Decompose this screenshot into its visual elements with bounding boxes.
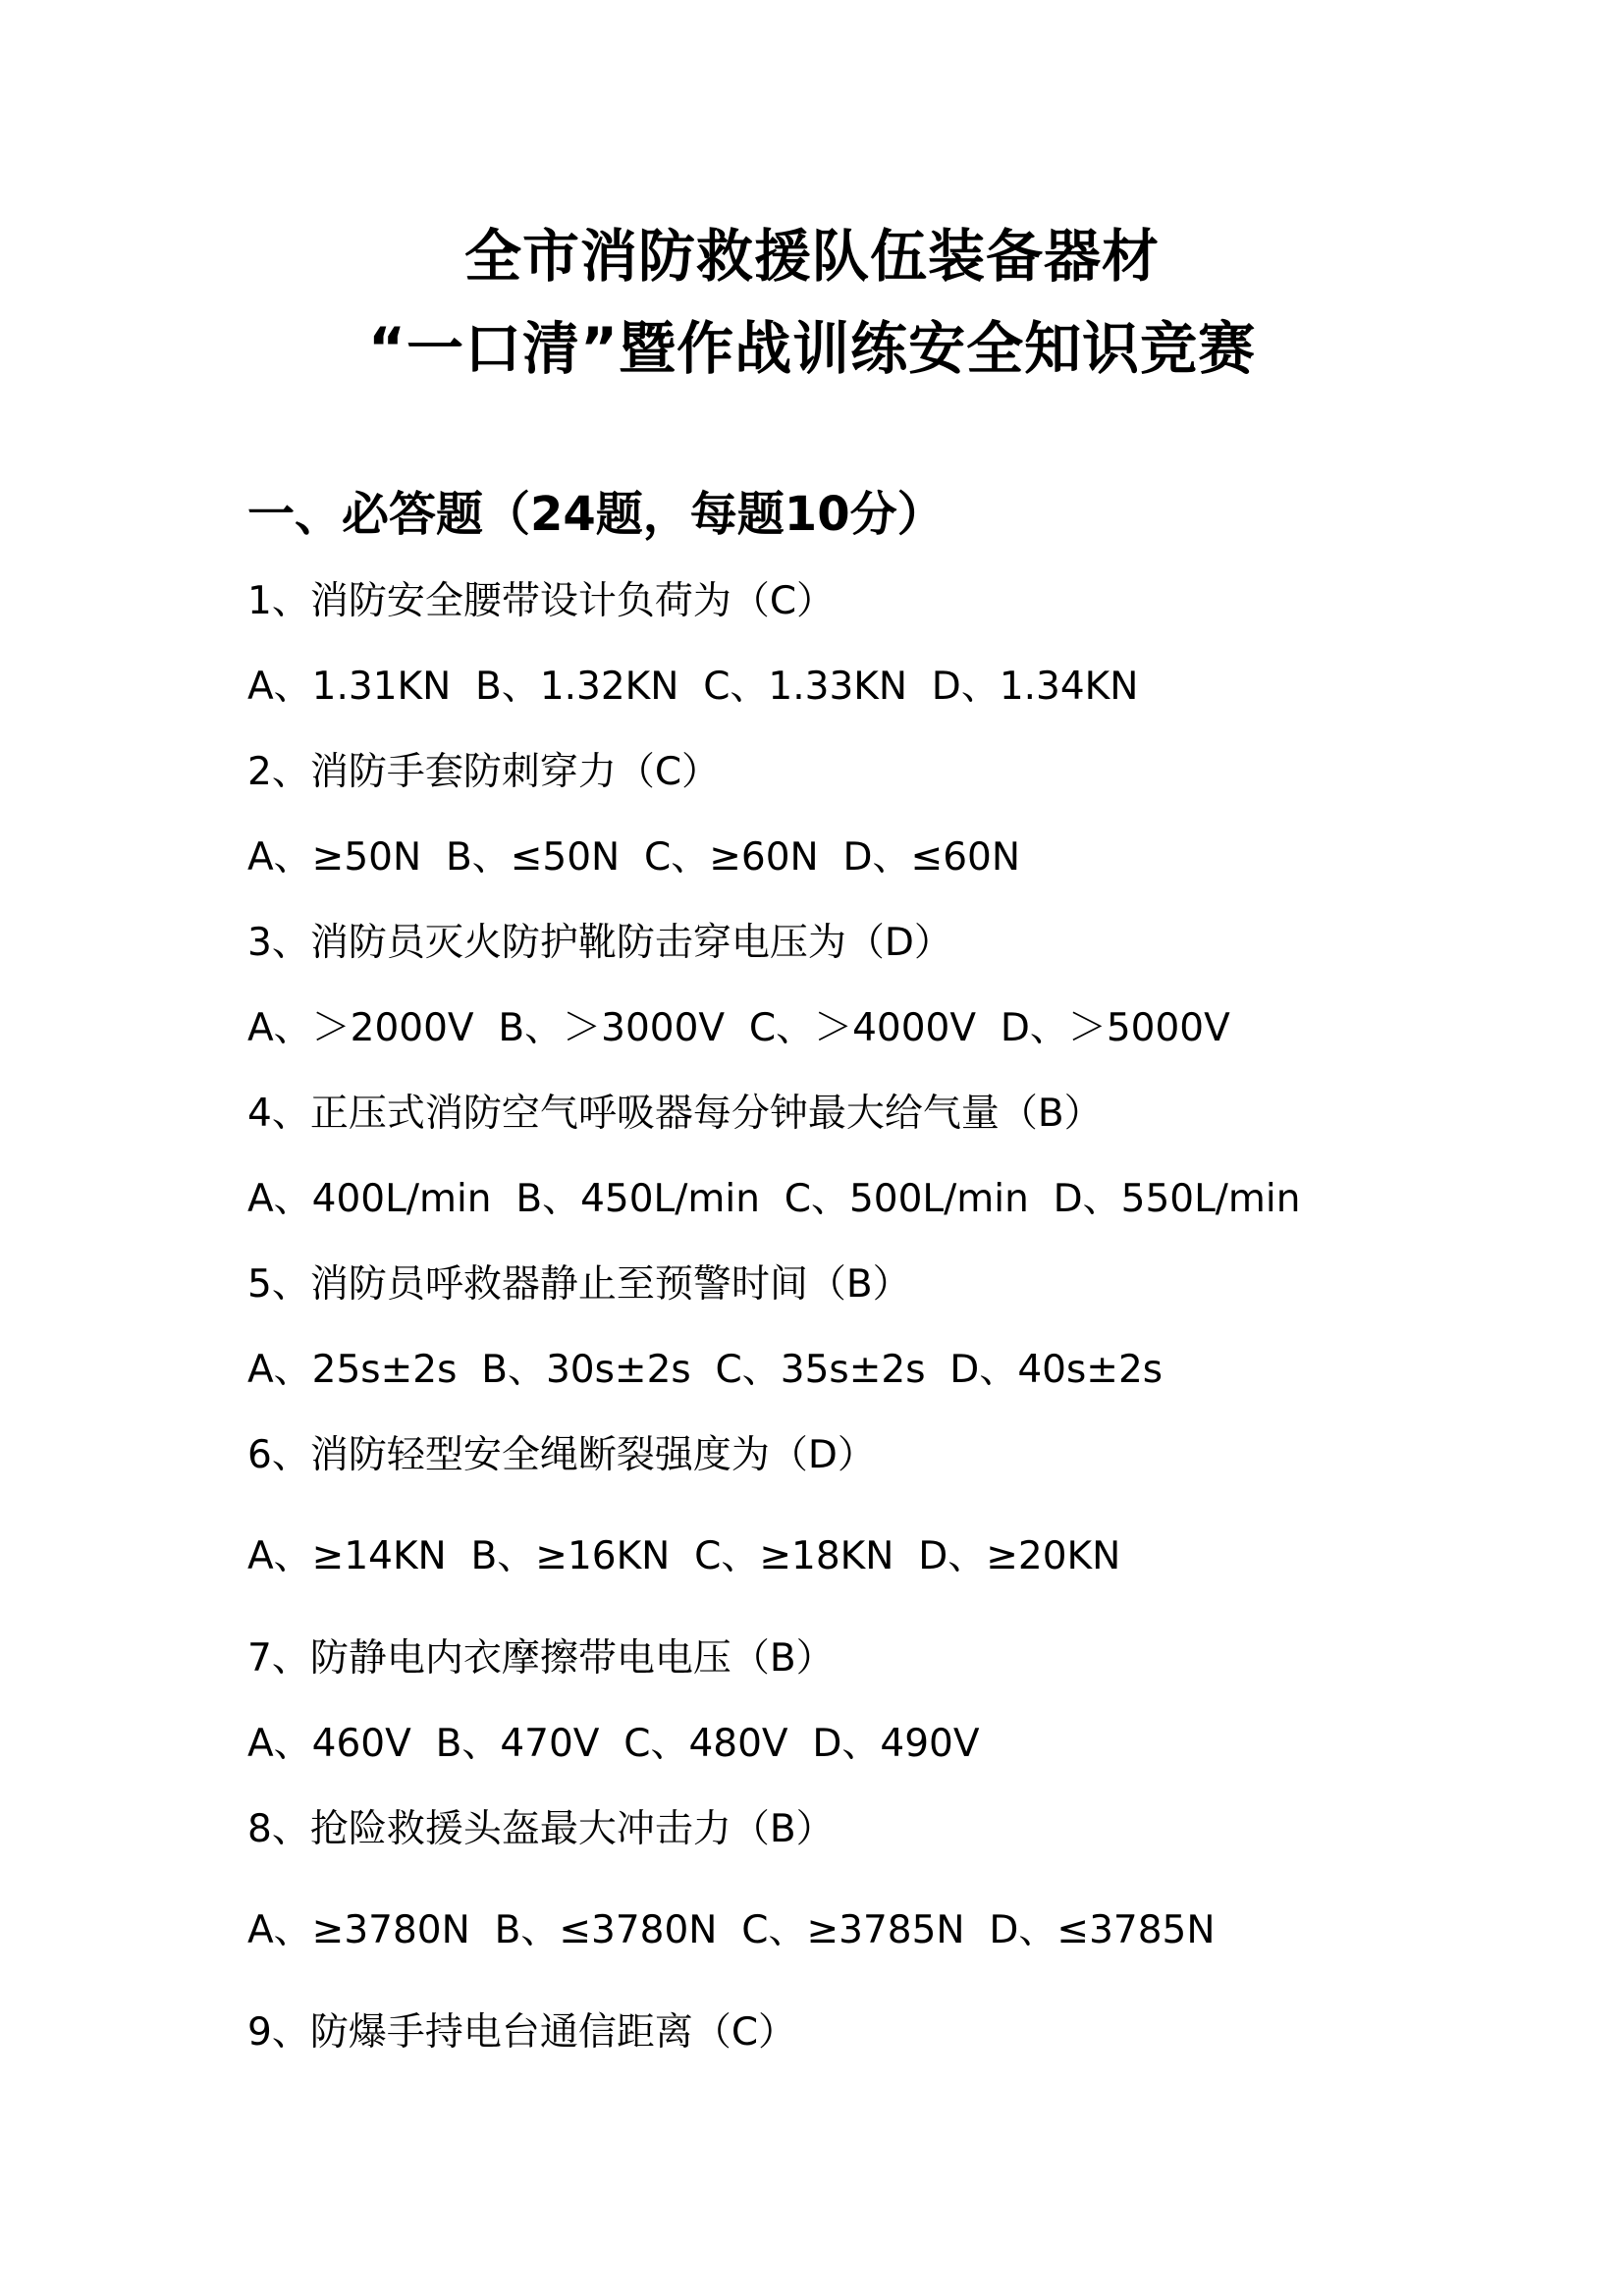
question-5-text: 5、消防员呼救器静止至预警时间（B） [247,1262,911,1307]
section-heading: 一、必答题（24题，每题10分） [247,487,945,542]
question-8-text: 8、抢险救援头盔最大冲击力（B） [247,1807,835,1851]
question-4-options: A、400L/min B、450L/min C、500L/min D、550L/min [247,1177,1301,1221]
question-1-options: A、1.31KN B、1.32KN C、1.33KN D、1.34KN [247,665,1139,709]
question-2-options: A、≥50N B、≤50N C、≥60N D、≤60N [247,835,1020,880]
question-2-text: 2、消防手套防刺穿力（C） [247,750,721,794]
question-6-options: A、≥14KN B、≥16KN C、≥18KN D、≥20KN [247,1534,1121,1578]
question-4-text: 4、正压式消防空气呼吸器每分钟最大给气量（B） [247,1092,1103,1136]
question-9-text: 9、防爆手持电台通信距离（C） [247,2010,797,2055]
question-8-options: A、≥3780N B、≤3780N C、≥3785N D、≤3785N [247,1908,1216,1952]
question-5-options: A、25s±2s B、30s±2s C、35s±2s D、40s±2s [247,1348,1164,1392]
document-title-line-1: 全市消防救援队伍装备器材 [463,223,1160,290]
question-7-options: A、460V B、470V C、480V D、490V [247,1722,980,1766]
question-7-text: 7、防静电内衣摩擦带电电压（B） [247,1636,835,1681]
document-title-line-2: “一口清”暨作战训练安全知识竞赛 [367,315,1257,382]
question-6-text: 6、消防轻型安全绳断裂强度为（D） [247,1433,876,1477]
question-3-text: 3、消防员灭火防护靴防击穿电压为（D） [247,921,952,965]
question-1-text: 1、消防安全腰带设计负荷为（C） [247,579,836,623]
question-3-options: A、＞2000V B、＞3000V C、＞4000V D、＞5000V [247,1006,1230,1050]
